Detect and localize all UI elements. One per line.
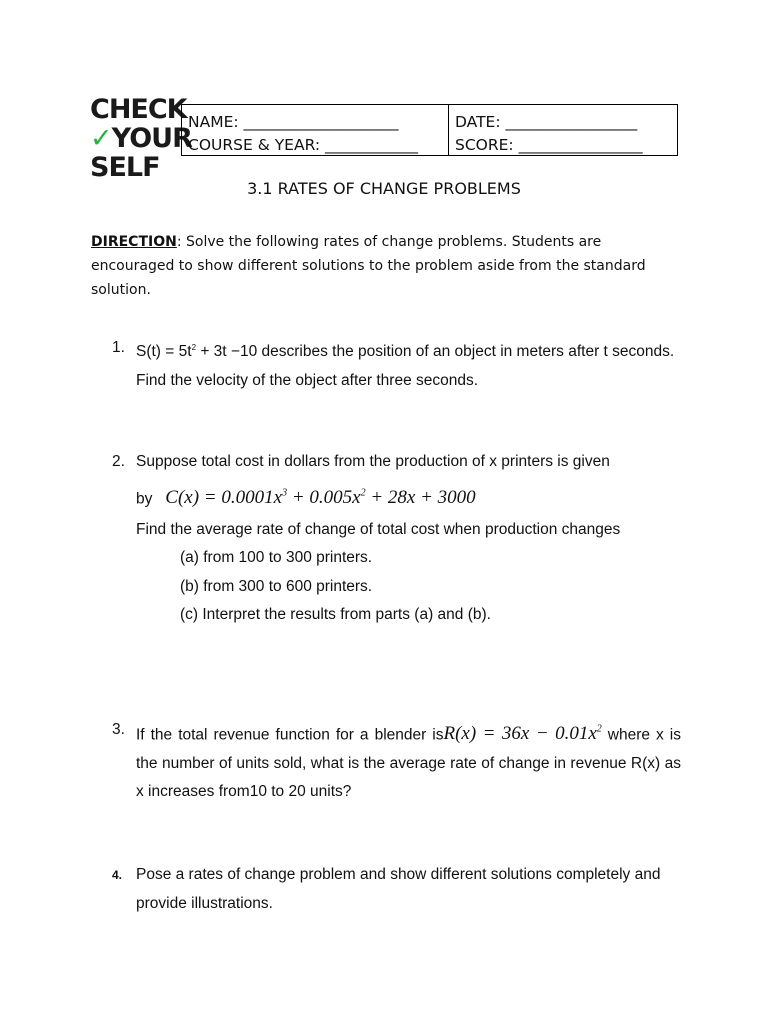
q1-lead: S(t) = 5t <box>136 343 192 361</box>
cost-formula <box>165 487 475 508</box>
student-info-table <box>181 104 678 156</box>
direction-paragraph <box>91 230 681 302</box>
worksheet-title: 3.1 RATES OF CHANGE PROBLEMS <box>247 179 521 198</box>
q2-formula-line <box>136 477 681 516</box>
logo-your-text: YOUR <box>111 123 192 154</box>
q2-part-b: (b) from 300 to 600 printers. <box>180 577 373 595</box>
question-number: 2. <box>112 453 125 470</box>
q2-line1: Suppose total cost in dollars from the production of x printers is given <box>136 453 610 470</box>
q2-part-a: (a) from 100 to 300 printers. <box>180 549 373 567</box>
date-field[interactable]: DATE: _________________ <box>455 113 638 131</box>
checkmark-icon: ✓ <box>90 123 112 154</box>
direction-text: : Solve the following rates of change problems. Students are encouraged to show different solutions to the problem aside from the standard solution. <box>91 234 646 298</box>
formula-exp-3: 3 <box>282 487 288 499</box>
question-body: Pose a rates of change problem and show different solutions completely and provide illustrations. <box>136 866 661 912</box>
q2-line3: Find the average rate of change of total cost when production changes <box>136 520 621 538</box>
formula-exp-2: 2 <box>360 487 366 499</box>
question-number: 3. <box>112 721 125 738</box>
logo-line-self: SELF <box>90 152 160 183</box>
name-date-col <box>182 105 448 155</box>
direction-label: DIRECTION <box>91 234 177 250</box>
check-your-self-logo <box>90 94 192 185</box>
question-body <box>136 334 681 395</box>
formula-exp: 2 <box>596 724 602 735</box>
course-year-field[interactable]: COURSE & YEAR: ____________ <box>188 136 419 154</box>
logo-line-your <box>90 123 192 154</box>
name-field[interactable]: NAME: ____________________ <box>188 113 399 131</box>
date-score-col <box>448 105 677 155</box>
question-number: 1. <box>112 339 125 356</box>
revenue-formula <box>444 723 602 744</box>
formula-rhs: + 28x + 3000 <box>365 486 476 508</box>
q2-by: by <box>136 489 153 507</box>
formula-main: R(x) = 36x − 0.01x <box>443 723 597 745</box>
q3-lead: If the total revenue function for a blender is <box>136 726 444 744</box>
question-body <box>136 716 681 807</box>
q1-exponent: 2 <box>191 343 197 352</box>
formula-lhs: C(x) = 0.0001x <box>165 486 283 508</box>
q3-rest: where x is the number of units sold, what is the average rate of change in revenue R(x) as x increases from10 to 20 units? <box>136 726 682 801</box>
formula-mid: + 0.005x <box>287 486 361 508</box>
logo-line-check: CHECK <box>90 94 187 125</box>
question-number: 4. <box>112 868 123 882</box>
question-body <box>136 448 681 630</box>
q2-part-c: (c) Interpret the results from parts (a) and (b). <box>180 606 491 624</box>
score-field[interactable]: SCORE: ________________ <box>455 136 643 154</box>
q1-rest: + 3t −10 describes the position of an object in meters after t seconds. Find the velocity of the object after three seconds. <box>136 343 675 389</box>
